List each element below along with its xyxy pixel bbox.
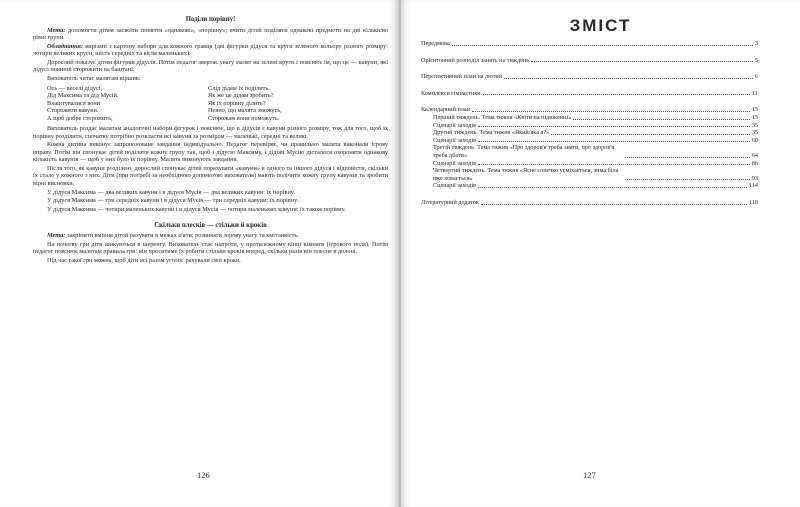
toc-leader-dots [481, 204, 747, 205]
toc-entry-page: 6 [754, 73, 758, 81]
paragraph: Вихователь читає малятам віршик: [47, 75, 141, 83]
toc-entry-gymnastics[interactable] [421, 90, 758, 98]
paragraph: У дідуся Максима — чотири маленьких кавуни і в дідуся Мусія — чотири маленьких кавуни: їх також порівну. [47, 206, 346, 213]
toc-leader-dots [625, 157, 750, 158]
toc-leader-dots [625, 179, 750, 180]
paragraph: У дідуся Максима — три середніх кавуни і в дідуся Мусія — три середніх кавуни: їх порівну. [47, 197, 299, 205]
toc-leader-dots [452, 45, 753, 46]
toc-entry-title: Перспективний план на лютий [421, 73, 503, 81]
toc-leader-dots [478, 126, 750, 127]
poem-line: Як їх порівну ділить? [208, 99, 266, 107]
toc-entry-week-4[interactable] [421, 167, 758, 182]
toc-entry-preface[interactable] [421, 40, 758, 48]
game-heading-1: Поділи порівну! [185, 16, 236, 23]
toc-entry-scenarios-1[interactable] [421, 122, 758, 130]
poem [33, 85, 388, 123]
toc-leader-dots [483, 94, 750, 95]
toc-entry-title: Передмова [421, 40, 450, 47]
poem-line: Ось — веселі дідусі, [47, 84, 103, 92]
toc-entry-title: Календарний план [421, 106, 470, 114]
toc-entry-title: Сценарії заходів [433, 121, 477, 129]
toc-entry-title: Літературний додаток [421, 198, 479, 206]
poem-line: Як же це дідам зробить? [208, 92, 274, 100]
toc-leader-dots [478, 164, 750, 165]
toc-entry-page: 15 [751, 106, 758, 114]
left-page-text [33, 16, 388, 266]
toc-entry-page: 64 [751, 151, 758, 159]
paragraph: Після того, як кавуни розділені, дорослий спонукає дітей порахувати «кавуни» в одного та іншого дідуся і відповісти, скільки їх стало у кожного з них. Діти (при потребі за необхідною допомогою вихователя) мають полічити кожну групу кавунів та зробити вірні висновки. [33, 164, 388, 187]
equipment-text: вирізані з картону набори для кожного гравця (дві фігурки дідуся та круги зеленого кольору різного розміру: чотири великих круги, шість середніх та вісім маленьких). [33, 42, 388, 58]
poem-line: Дід Максима та дід Мусій. [47, 92, 119, 100]
poem-line: Влаштувалися вони [47, 99, 101, 107]
contents-title: ЗМІСТ [569, 16, 632, 35]
toc-entry-calendar-plan[interactable] [421, 106, 758, 114]
paragraph: У дідуся Максима — два великих кавуни і в дідуся Мусія — два великих кавуни: їх порівну. [47, 188, 295, 196]
paragraph: На початку гри діти шикуються в шеренгу. Вихователь стає напроти, у протилежному кінці кімнати (ігрового поля). Потім педагог пояснює малятам правила гри: він проситиме їх робити стільки кроків вперед, скільки разів він плесне в долоні. [33, 240, 388, 256]
goal-paragraph [33, 27, 388, 42]
paragraph: Дорослий показує дітям фігурки дідусів. Потім педагог звертає увагу малят на зелені круги і пояснює їм, що це — кавуни, які дідусі повинні сторожити на баштані. [33, 58, 388, 74]
page-number-left: 126 [197, 470, 210, 480]
goal-paragraph [33, 232, 388, 240]
poem-line: Сторожам вони поможуть. [208, 114, 280, 122]
toc-entry-page: 118 [748, 198, 758, 206]
toc-entry-scenarios-3[interactable] [421, 160, 758, 168]
toc-entry-title: Орієнтовний розподіл занять на тиждень [421, 56, 530, 64]
toc-entry-title: Перший тиждень. Тема тижня «Квіти на підвіконні» [433, 113, 572, 121]
table-of-contents [421, 40, 758, 207]
goal-text: допомогти дітям засвоїти поняття «однакові», «порівну»; вчити дітей поділяти однакові предмети на дві кількісно рівні групи. [33, 26, 388, 41]
toc-entry-week-1[interactable] [421, 114, 758, 122]
toc-entry-title: Комплекси гімнастики [421, 89, 481, 97]
toc-entry-page: 60 [751, 136, 758, 144]
paragraph: Кожна дитина виконує запропоноване завдання індивідуально. Педагог перевіряє, чи правильно малята виконали ігрову вправу. Потім він спонукає дітей поділити кожну групу так, щоб і дідусю Максиму, і дідові Мусію дісталося охороняти однакову кількість кавунів — щоб у них було їх порівну. Малята виконують завдання. [33, 141, 388, 164]
equipment-label: Обладнання: [47, 42, 84, 50]
goal-text: закріпити вміння дітей рахувати в межах п'яти; розвивати зорову увагу та кмітливість. [65, 232, 299, 239]
toc-entry-page: 86 [751, 159, 758, 167]
toc-leader-dots [472, 111, 750, 112]
goal-label: Мета: [47, 26, 66, 34]
toc-entry-page: 15 [751, 113, 758, 121]
poem-line: Сторожити кавуни. [47, 107, 99, 115]
toc-entry-page: 93 [751, 174, 758, 182]
equipment-paragraph [33, 43, 388, 58]
toc-entry-title: Сценарії заходів [433, 182, 477, 190]
toc-entry-page: 3 [754, 40, 758, 47]
toc-entry-week-2[interactable] [421, 129, 758, 137]
toc-entry-page: 114 [748, 182, 758, 190]
toc-entry-february-plan[interactable] [421, 73, 758, 81]
toc-entry-weekly-distribution[interactable] [421, 57, 758, 65]
toc-entry-title: Четвертий тиждень. Тема тижня «Ясне сонечко усміхається, зима біла вже ховається» [433, 167, 619, 182]
toc-leader-dots [478, 187, 747, 188]
toc-entry-week-3[interactable] [421, 144, 758, 159]
toc-entry-title: Сценарії заходів [433, 159, 477, 167]
toc-entry-title: Другий тиждень. Тема тижня «Який/яка я?» [433, 129, 550, 137]
toc-entry-title: Сценарії заходів [433, 136, 477, 144]
page-number-right: 127 [583, 470, 596, 480]
toc-leader-dots [478, 141, 750, 142]
toc-leader-dots [551, 134, 750, 135]
poem-line: Слід дідам їх поділить. [208, 84, 270, 92]
toc-entry-page: 11 [752, 89, 758, 97]
toc-leader-dots [531, 61, 753, 62]
game-heading-2: Скільки плесків — стільки й кроків [154, 221, 267, 229]
goal-label: Мета: [47, 232, 66, 239]
toc-entry-literary-appendix[interactable] [421, 199, 758, 207]
poem-line: Певно, що малята зможуть, [208, 107, 282, 115]
toc-entry-scenarios-2[interactable] [421, 137, 758, 145]
toc-leader-dots [573, 119, 750, 120]
toc-entry-page: 35 [751, 129, 758, 137]
toc-entry-page: 35 [751, 121, 758, 129]
toc-entry-title: Третій тиждень. Тема тижня «Про здоров'я треба знати, про здоров'я треба дбати» [433, 144, 615, 159]
paragraph: Під час такої гри можна, щоб діти всі разом уголос рахували свої кроки. [47, 256, 241, 264]
toc-leader-dots [504, 78, 753, 79]
poem-line: А щоб добре сторожить, [47, 114, 113, 122]
paragraph: Вихователь роздає малятам аналогічні набори фігурок і пояснює, що в дідусів є кавуни різного розміру, тож для того, щоб їх порівну розділити, спочатку потрібно розкласти всі кавуни за розміром — маленькі, середні та великі. [33, 125, 388, 140]
toc-entry-scenarios-4[interactable] [421, 182, 758, 190]
toc-entry-page: 5 [754, 56, 758, 64]
